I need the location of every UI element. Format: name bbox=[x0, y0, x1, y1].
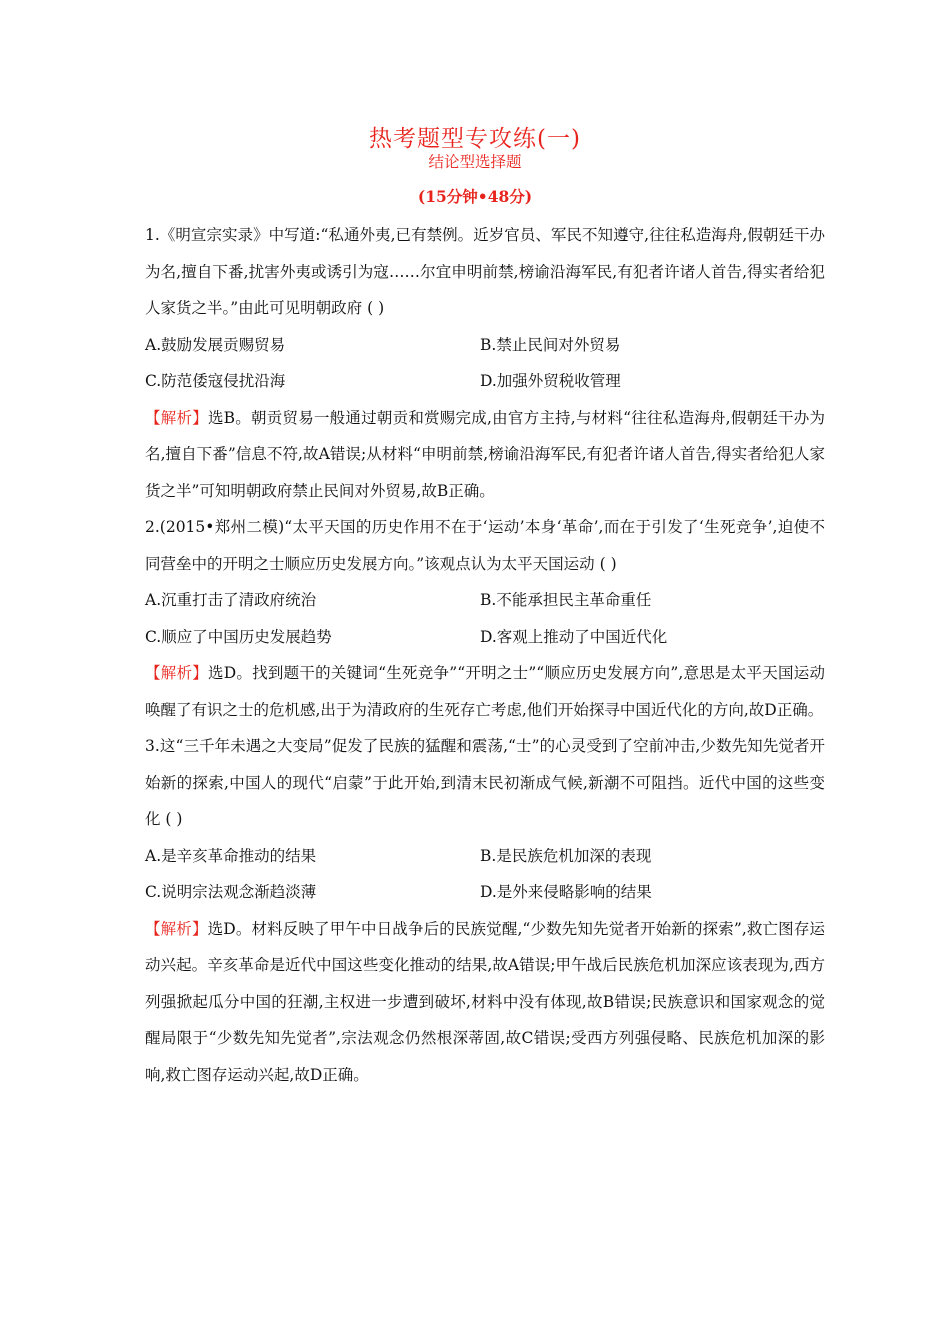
options bbox=[145, 582, 825, 655]
option-b: B.禁止民间对外贸易 bbox=[480, 335, 621, 354]
page-title: 热考题型专攻练(一) bbox=[369, 126, 581, 152]
question-list bbox=[145, 217, 825, 1093]
analysis-tag: 【解析】 bbox=[145, 664, 208, 682]
analysis bbox=[145, 655, 825, 728]
analysis-text: 选D。材料反映了甲午中日战争后的民族觉醒,“少数先知先觉者开始新的探索”,救亡图存运动兴起。辛亥革命是近代中国这些变化推动的结果,故A错误;甲午战后民族危机加深应该表现为,西方列强掀起瓜分中国的狂潮,主权进一步遭到破坏,材料中没有体现,故B错误;民族意识和国家观念的觉醒局限于“少数先知先觉者”,宗法观念仍然根深蒂固,故C错误;受西方列强侵略、民族危机加深的影响,救亡图存运动兴起,故D正确。 bbox=[145, 919, 825, 1084]
analysis bbox=[145, 911, 825, 1094]
question-stem: 2.(2015•郑州二模)“太平天国的历史作用不在于‘运动’本身‘革命’,而在于引发了‘生死竞争’,迫使不同营垒中的开明之士顺应历史发展方向。”该观点认为太平天国运动 ( ) bbox=[145, 518, 825, 573]
analysis bbox=[145, 400, 825, 510]
option-d: D.客观上推动了中国近代化 bbox=[480, 627, 668, 646]
option-a: A.是辛亥革命推动的结果 bbox=[145, 846, 317, 865]
page-subtitle: 结论型选择题 bbox=[428, 153, 522, 171]
analysis-text: 选D。找到题干的关键词“生死竞争”“开明之士”“顺应历史发展方向”,意思是太平天国运动唤醒了有识之士的危机感,出于为清政府的生死存亡考虑,他们开始探寻中国近代化的方向,故D正确。 bbox=[145, 664, 825, 719]
option-a: A.沉重打击了清政府统治 bbox=[145, 591, 317, 609]
question-2 bbox=[145, 509, 825, 728]
question-1 bbox=[145, 217, 825, 509]
options bbox=[145, 327, 825, 400]
option-b: B.不能承担民主革命重任 bbox=[480, 591, 652, 609]
analysis-text: 选B。朝贡贸易一般通过朝贡和赏赐完成,由官方主持,与材料“往往私造海舟,假朝廷干办为名,擅自下番”信息不符,故A错误;从材料“申明前禁,榜谕沿海军民,有犯者许诸人首告,得实者给犯人家货之半”可知明朝政府禁止民间对外贸易,故B正确。 bbox=[145, 408, 825, 500]
option-d: D.是外来侵略影响的结果 bbox=[480, 883, 652, 901]
option-a: A.鼓励发展贡赐贸易 bbox=[145, 335, 286, 354]
option-c: C.防范倭寇侵扰沿海 bbox=[145, 372, 286, 390]
question-3 bbox=[145, 728, 825, 1093]
question-stem: 3.这“三千年未遇之大变局”促发了民族的猛醒和震荡,“士”的心灵受到了空前冲击,少数先知先觉者开始新的探索,中国人的现代“启蒙”于此开始,到清末民初渐成气候,新潮不可阻挡。近代中国的这些变化 ( ) bbox=[145, 737, 825, 828]
time-score-info: (15分钟•48分) bbox=[417, 187, 533, 206]
question-stem: 1.《明宣宗实录》中写道:“私通外夷,已有禁例。近岁官员、军民不知遵守,往往私造海舟,假朝廷干办为名,擅自下番,扰害外夷或诱引为寇……尔宜申明前禁,榜谕沿海军民,有犯者许诸人首告,得实者给犯人家货之半。”由此可见明朝政府 ( ) bbox=[145, 226, 825, 317]
options bbox=[145, 838, 825, 911]
option-b: B.是民族危机加深的表现 bbox=[480, 846, 652, 865]
option-c: C.顺应了中国历史发展趋势 bbox=[145, 627, 332, 646]
option-c: C.说明宗法观念渐趋淡薄 bbox=[145, 883, 317, 901]
option-d: D.加强外贸税收管理 bbox=[480, 372, 621, 390]
analysis-tag: 【解析】 bbox=[145, 919, 208, 938]
analysis-tag: 【解析】 bbox=[145, 408, 208, 427]
